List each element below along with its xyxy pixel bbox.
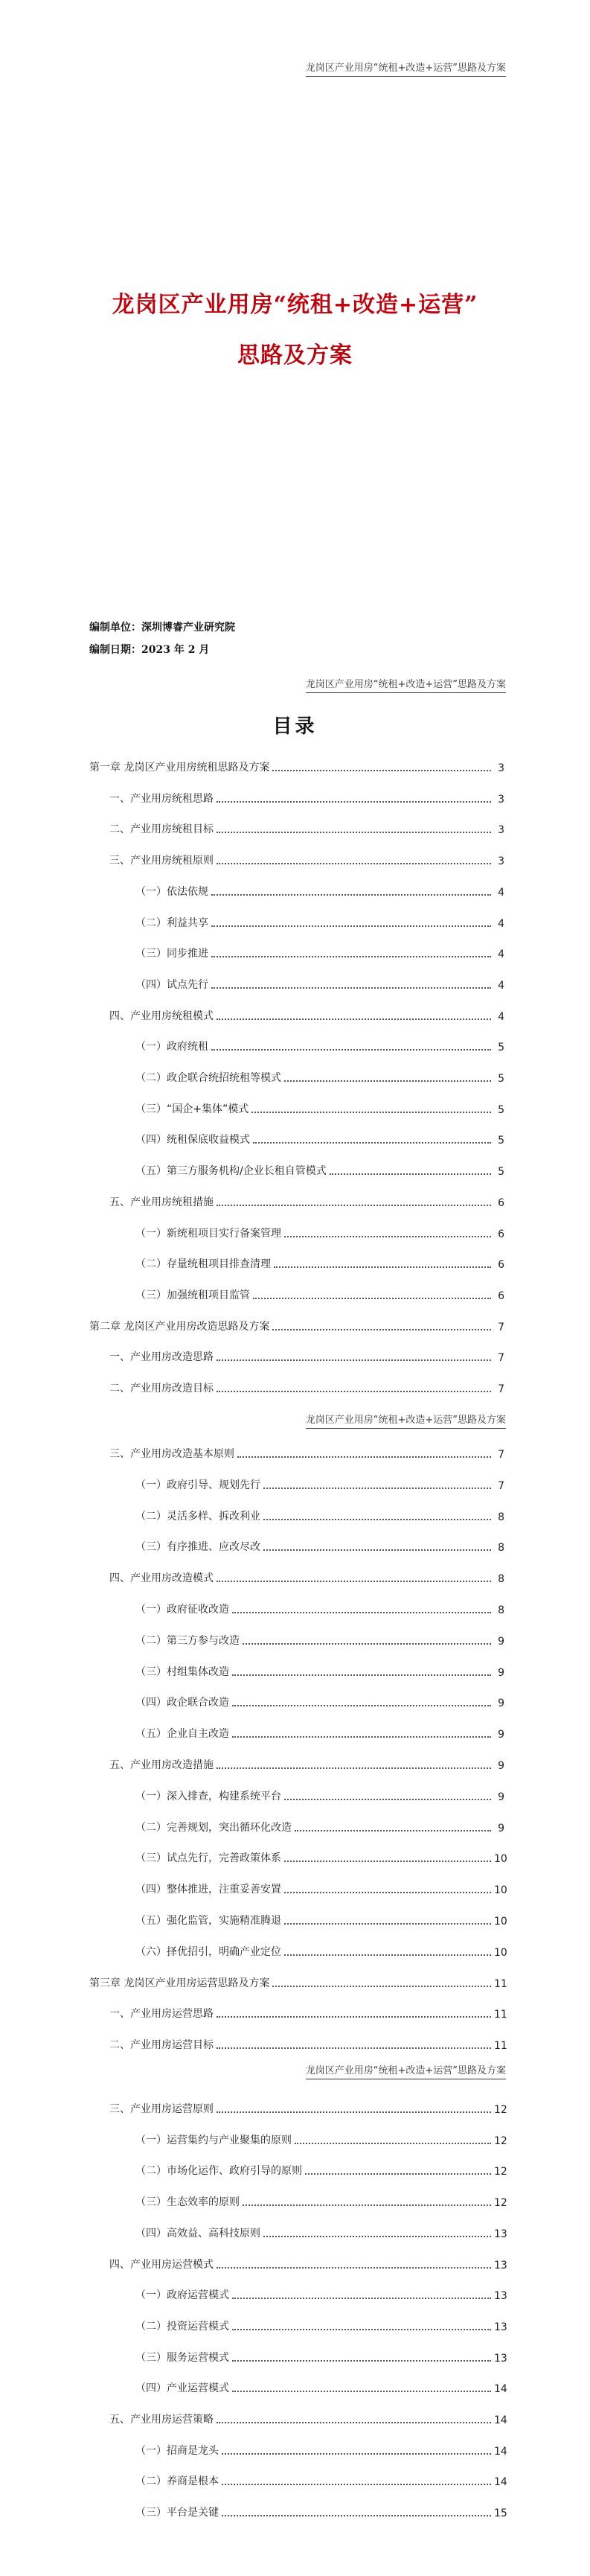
toc-entry-page: 13: [494, 2290, 507, 2303]
toc-entry[interactable]: [109, 1447, 504, 1461]
toc-leader-dots: [217, 1391, 491, 1392]
toc-entry[interactable]: [109, 2413, 507, 2426]
author-label: 编制单位：深圳博睿产业研究院: [89, 622, 235, 634]
running-header: 龙岗区产业用房“统租+改造+运营”思路及方案: [306, 60, 506, 77]
toc-entry-page: 7: [498, 1449, 504, 1461]
toc-leader-dots: [284, 1892, 491, 1893]
toc-entry[interactable]: [135, 2506, 507, 2520]
toc-entry[interactable]: [109, 1572, 504, 1585]
toc-entry-page: 8: [498, 1604, 504, 1616]
toc-entry-page: 4: [498, 886, 504, 899]
toc-leader-dots: [284, 1954, 491, 1956]
toc-entry[interactable]: [135, 1727, 504, 1741]
toc-leader-dots: [217, 2047, 491, 2049]
toc-entry-title: （一）深入排查，构建系统平台: [135, 1790, 281, 1802]
toc-entry[interactable]: [135, 1790, 504, 1803]
toc-entry[interactable]: [135, 2475, 507, 2489]
toc-entry[interactable]: [135, 2196, 507, 2210]
toc-leader-dots: [232, 1674, 491, 1676]
toc-leader-dots: [222, 2453, 491, 2455]
toc-entry-title: （二）市场化运作、政府引导的原则: [135, 2165, 302, 2178]
toc-entry[interactable]: [135, 1164, 504, 1178]
toc-entry[interactable]: [135, 1257, 504, 1271]
toc-leader-dots: [243, 1643, 491, 1645]
toc-entry-page: 14: [494, 2414, 507, 2426]
toc-entry[interactable]: [135, 1133, 504, 1147]
toc-entry-page: 12: [494, 2104, 507, 2116]
toc-entry-page: 12: [494, 2135, 507, 2147]
toc-leader-dots: [272, 1986, 491, 1987]
toc-entry-page: 14: [494, 2383, 507, 2396]
toc-entry[interactable]: [135, 947, 504, 960]
toc-leader-dots: [237, 1456, 491, 1458]
toc-entry-title: （五）第三方服务机构/企业长租自管模式: [135, 1165, 327, 1178]
toc-entry[interactable]: [135, 1510, 504, 1523]
toc-entry-page: 6: [498, 1289, 504, 1302]
toc-leader-dots: [263, 1488, 491, 1489]
toc-entry-page: 8: [498, 1511, 504, 1523]
toc-entry-title: （三）“国企+集体”模式: [135, 1103, 249, 1115]
toc-entry-page: 10: [494, 1946, 507, 1959]
toc-entry-page: 13: [494, 2259, 507, 2271]
toc-entry-title: 第二章 龙岗区产业用房改造思路及方案: [89, 1320, 270, 1333]
toc-entry-title: （四）试点先行: [135, 978, 208, 991]
toc-entry[interactable]: [109, 2258, 507, 2271]
toc-leader-dots: [217, 2111, 491, 2113]
toc-entry-title: （一）政府统租: [135, 1041, 208, 1053]
toc-leader-dots: [217, 1767, 491, 1769]
toc-entry-title: （五）强化监管，实施精准腾退: [135, 1915, 281, 1927]
running-header-toc-1: 龙岗区产业用房“统租+改造+运营”思路及方案: [306, 676, 506, 693]
toc-entry[interactable]: [135, 1227, 504, 1240]
toc-entry-title: （三）服务运营模式: [135, 2351, 229, 2364]
toc-entry-page: 11: [494, 2009, 507, 2021]
toc-leader-dots: [274, 1266, 491, 1268]
toc-entry[interactable]: [109, 1196, 504, 1209]
toc-entry-page: 10: [494, 1916, 507, 1928]
toc-entry-page: 9: [498, 1760, 504, 1772]
toc-entry[interactable]: [135, 1914, 507, 1928]
toc-entry-title: （一）新统租项目实行备案管理: [135, 1227, 281, 1240]
toc-entry[interactable]: [89, 1320, 504, 1333]
toc-entry-page: 11: [494, 1977, 507, 1990]
toc-entry-title: 三、产业用房改造基本原则: [109, 1448, 234, 1460]
toc-entry-page: 12: [494, 2197, 507, 2210]
toc-entry-title: 四、产业用房改造模式: [109, 1572, 214, 1585]
toc-entry-title: （三）有序推进、应改尽改: [135, 1541, 260, 1554]
toc-entry[interactable]: [109, 792, 504, 806]
toc-leader-dots: [284, 1861, 491, 1862]
toc-leader-dots: [217, 832, 491, 833]
toc-entry-title: 一、产业用房运营思路: [109, 2008, 214, 2021]
toc-leader-dots: [211, 894, 491, 896]
toc-leader-dots: [222, 2515, 491, 2516]
toc-entry-page: 3: [498, 762, 504, 774]
toc-entry[interactable]: [135, 1696, 504, 1709]
toc-entry-title: （二）完善规划，突出循环化改造: [135, 1821, 292, 1834]
toc-entry-page: 4: [498, 917, 504, 930]
toc-leader-dots: [251, 1112, 491, 1113]
toc-entry[interactable]: [135, 885, 504, 899]
toc-entry-title: 三、产业用房统租原则: [109, 855, 214, 867]
toc-entry-title: （三）同步推进: [135, 948, 208, 960]
toc-entry[interactable]: [109, 1010, 504, 1023]
toc-entry-page: 5: [498, 1166, 504, 1179]
toc-entry[interactable]: [135, 978, 504, 992]
toc-entry[interactable]: [109, 2038, 507, 2053]
toc-leader-dots: [232, 1736, 491, 1738]
toc-entry-title: （二）政企联合统招统租等模式: [135, 1072, 281, 1084]
toc-entry[interactable]: [109, 1382, 504, 1395]
toc-leader-dots: [217, 2422, 491, 2423]
toc-entry-page: 4: [498, 1010, 504, 1023]
toc-entry[interactable]: [135, 1821, 504, 1834]
toc-entry[interactable]: [109, 1351, 504, 1364]
toc-entry-page: 4: [498, 979, 504, 992]
toc-leader-dots: [217, 2016, 491, 2018]
toc-entry[interactable]: [89, 1977, 507, 1990]
toc-entry-page: 9: [498, 1635, 504, 1648]
toc-entry[interactable]: [135, 2320, 507, 2333]
toc-entry-page: 3: [498, 855, 504, 868]
running-header-toc-3: 龙岗区产业用房“统租+改造+运营”思路及方案: [306, 2062, 506, 2079]
toc-entry-page: 6: [498, 1228, 504, 1240]
toc-leader-dots: [253, 1142, 491, 1144]
toc-entry-title: 二、产业用房改造目标: [109, 1383, 214, 1394]
toc-entry-title: 二、产业用房统租目标: [109, 823, 214, 836]
toc-entry-title: （三）试点先行，完善政策体系: [135, 1852, 281, 1865]
toc-entry[interactable]: [109, 2102, 507, 2116]
toc-entry-page: 5: [498, 1103, 504, 1116]
toc-leader-dots: [305, 2173, 491, 2175]
toc-entry[interactable]: [135, 1603, 504, 1616]
toc-leader-dots: [217, 1018, 491, 1020]
toc-entry-title: （二）利益共享: [135, 916, 208, 929]
toc-entry-title: （四）产业运营模式: [135, 2382, 229, 2395]
toc-entry-page: 13: [494, 2352, 507, 2365]
toc-entry[interactable]: [135, 1040, 504, 1053]
toc-entry[interactable]: [135, 1883, 507, 1897]
toc-entry[interactable]: [135, 2164, 507, 2178]
toc-entry-page: 8: [498, 1542, 504, 1555]
toc-entry-page: 14: [494, 2445, 507, 2458]
toc-entry-title: （一）招商是龙头: [135, 2444, 219, 2457]
toc-entry[interactable]: [135, 2289, 507, 2303]
toc-entry-page: 7: [498, 1479, 504, 1492]
toc-entry-title: （四）政企联合改造: [135, 1697, 229, 1709]
toc-leader-dots: [253, 1298, 491, 1299]
toc-entry-page: 10: [494, 1853, 507, 1866]
toc-entry-page: 13: [494, 2228, 507, 2240]
toc-entry[interactable]: [135, 1945, 507, 1959]
toc-leader-dots: [243, 2204, 491, 2206]
toc-entry-page: 7: [498, 1383, 504, 1395]
toc-entry[interactable]: [135, 2444, 507, 2458]
toc-entry-page: 7: [498, 1321, 504, 1333]
toc-entry-title: 五、产业用房统租措施: [109, 1196, 214, 1208]
toc-entry-title: （五）企业自主改造: [135, 1728, 229, 1741]
toc-entry[interactable]: [135, 1289, 504, 1302]
toc-entry[interactable]: [135, 1071, 504, 1085]
toc-entry[interactable]: [135, 1665, 504, 1679]
toc-entry-title: （三）生态效率的原则: [135, 2196, 240, 2209]
toc-entry-page: 11: [494, 2040, 507, 2053]
toc-entry-title: （一）运营集约与产业聚集的原则: [135, 2134, 292, 2146]
toc-entry-page: 5: [498, 1042, 504, 1054]
toc-entry-title: 第三章 龙岗区产业用房运营思路及方案: [89, 1977, 270, 1989]
toc-entry-title: 四、产业用房统租模式: [109, 1010, 214, 1022]
toc-entry[interactable]: [135, 1540, 504, 1554]
toc-entry-title: 一、产业用房统租思路: [109, 792, 214, 805]
toc-leader-dots: [284, 1799, 491, 1800]
toc-leader-dots: [284, 1923, 491, 1925]
toc-entry-page: 9: [498, 1729, 504, 1741]
toc-leader-dots: [232, 2298, 491, 2299]
toc-leader-dots: [263, 2236, 491, 2237]
toc-entry[interactable]: [109, 1759, 504, 1772]
toc-leader-dots: [232, 1705, 491, 1706]
toc-leader-dots: [232, 2329, 491, 2330]
toc-entry-page: 3: [498, 793, 504, 806]
cover-title-line2: 思路及方案: [237, 342, 353, 369]
toc-entry-page: 4: [498, 949, 504, 961]
toc-entry-page: 15: [494, 2508, 507, 2520]
toc-leader-dots: [217, 863, 491, 864]
toc-entry-title: 三、产业用房运营原则: [109, 2103, 214, 2115]
toc-entry-page: 14: [494, 2476, 507, 2489]
toc-entry-title: （二）第三方参与改造: [135, 1634, 240, 1647]
toc-entry-page: 9: [498, 1791, 504, 1803]
toc-entry-title: （三）村组集体改造: [135, 1665, 229, 1678]
toc-entry[interactable]: [135, 1479, 504, 1492]
toc-entry[interactable]: [135, 2134, 507, 2147]
toc-leader-dots: [211, 1049, 491, 1051]
toc-leader-dots: [232, 2391, 491, 2392]
toc-entry-title: （二）养商是根本: [135, 2475, 219, 2488]
toc-leader-dots: [232, 2360, 491, 2362]
date-label: 编制日期：2023 年 2 月: [89, 644, 210, 656]
toc-entry-page: 7: [498, 1352, 504, 1365]
toc-leader-dots: [263, 1519, 491, 1520]
toc-leader-dots: [217, 1359, 491, 1361]
toc-entry-title: （四）统租保底收益模式: [135, 1134, 250, 1147]
toc-entry-page: 13: [494, 2321, 507, 2333]
toc-leader-dots: [217, 1581, 491, 1582]
toc-leader-dots: [272, 770, 491, 771]
toc-entry-title: （一）依法依规: [135, 885, 208, 898]
toc-entry-page: 6: [498, 1196, 504, 1209]
toc-entry-title: 二、产业用房运营目标: [109, 2039, 214, 2052]
toc-entry[interactable]: [89, 761, 504, 774]
toc-leader-dots: [222, 2484, 491, 2485]
toc-entry-title: 五、产业用房运营策略: [109, 2414, 214, 2426]
toc-entry-title: （一）政府征收改造: [135, 1604, 229, 1616]
toc-leader-dots: [217, 2267, 491, 2269]
toc-entry-page: 10: [494, 1884, 507, 1897]
toc-leader-dots: [217, 801, 491, 803]
toc-entry-title: 第一章 龙岗区产业用房统租思路及方案: [89, 762, 270, 774]
toc-leader-dots: [211, 925, 491, 927]
toc-leader-dots: [295, 1830, 491, 1831]
toc-entry-title: （三）平台是关键: [135, 2507, 219, 2519]
toc-entry-title: 四、产业用房运营模式: [109, 2258, 214, 2271]
toc-entry[interactable]: [135, 1634, 504, 1648]
toc-entry-title: （四）高效益、高科技原则: [135, 2227, 260, 2239]
toc-leader-dots: [295, 2143, 491, 2144]
toc-entry[interactable]: [135, 2351, 507, 2365]
toc-entry-title: （三）加强统租项目监管: [135, 1289, 250, 1301]
toc-entry[interactable]: [135, 916, 504, 930]
toc-entry-title: （二）存量统租项目排查清理: [135, 1258, 271, 1271]
toc-leader-dots: [217, 1205, 491, 1206]
toc-entry[interactable]: [135, 2382, 507, 2396]
toc-leader-dots: [284, 1080, 491, 1082]
toc-leader-dots: [232, 1612, 491, 1613]
toc-entry-title: （一）政府引导、规划先行: [135, 1479, 260, 1491]
toc-leader-dots: [272, 1329, 491, 1330]
toc-entry-title: （六）择优招引，明确产业定位: [135, 1945, 281, 1958]
toc-entry-page: 9: [498, 1822, 504, 1834]
toc-leader-dots: [263, 1549, 491, 1551]
toc-entry-page: 5: [498, 1073, 504, 1085]
toc-heading: 目录: [272, 715, 318, 738]
toc-entry-title: （二）灵活多样、拆改利业: [135, 1510, 260, 1523]
toc-leader-dots: [211, 956, 491, 957]
toc-entry-page: 9: [498, 1666, 504, 1679]
toc-entry-page: 8: [498, 1573, 504, 1586]
toc-entry-page: 5: [498, 1135, 504, 1147]
toc-entry[interactable]: [109, 854, 504, 867]
toc-leader-dots: [330, 1173, 491, 1175]
toc-entry-title: 一、产业用房改造思路: [109, 1351, 214, 1364]
toc-entry-page: 12: [494, 2166, 507, 2178]
toc-entry-page: 6: [498, 1259, 504, 1272]
toc-leader-dots: [211, 987, 491, 989]
toc-entry[interactable]: [109, 2007, 507, 2021]
toc-entry-title: 五、产业用房改造措施: [109, 1759, 214, 1771]
toc-entry[interactable]: [109, 823, 504, 836]
toc-entry[interactable]: [135, 1852, 507, 1866]
toc-entry-page: 3: [498, 824, 504, 837]
toc-entry-page: 9: [498, 1697, 504, 1710]
toc-entry[interactable]: [135, 2227, 507, 2240]
toc-entry-title: （四）整体推进，注重妥善安置: [135, 1884, 281, 1896]
running-header-toc-2: 龙岗区产业用房“统租+改造+运营”思路及方案: [306, 1412, 506, 1429]
cover-title-line1: 龙岗区产业用房“统租+改造+运营”: [112, 292, 478, 318]
toc-entry-title: （一）政府运营模式: [135, 2289, 229, 2302]
toc-leader-dots: [284, 1236, 491, 1237]
toc-entry-title: （二）投资运营模式: [135, 2320, 229, 2333]
toc-entry[interactable]: [135, 1103, 504, 1116]
